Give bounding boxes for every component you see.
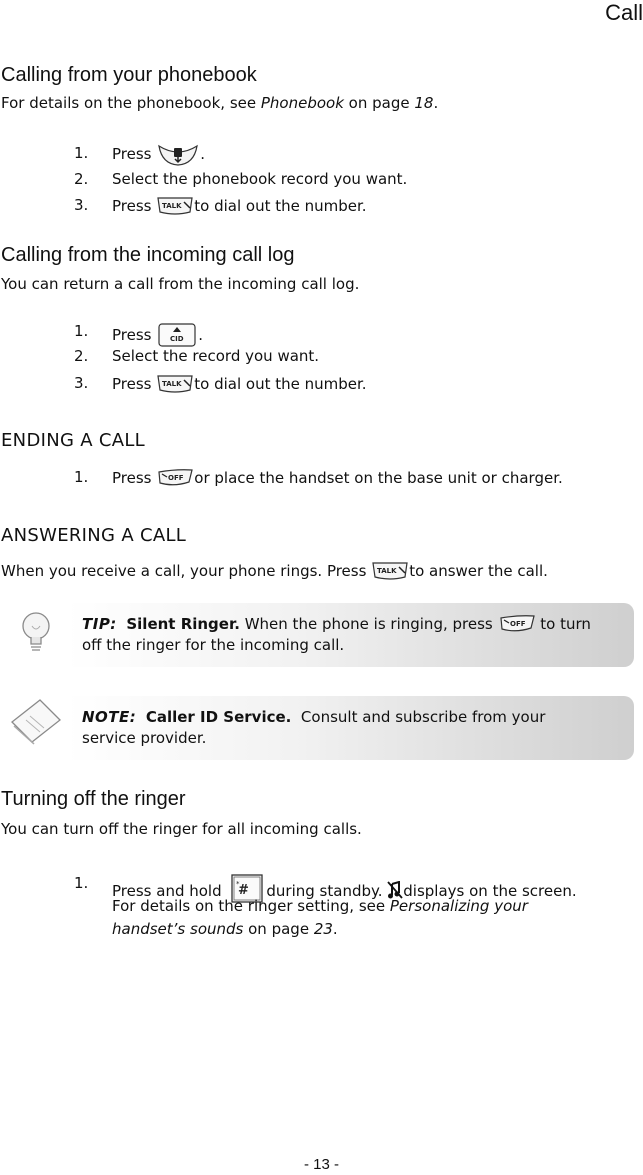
note-text: NOTE: Caller ID Service. Consult and subscribe from your service provider. xyxy=(82,708,546,747)
chapter-title: Call xyxy=(605,0,643,25)
personalizing-link[interactable]: Personalizing your xyxy=(389,897,528,915)
svg-text:CID: CID xyxy=(170,335,184,343)
talk-key-icon xyxy=(156,374,194,394)
section-title-ending: ENDING A CALL xyxy=(1,430,146,451)
cid-key-icon xyxy=(156,322,198,348)
svg-text:TALK: TALK xyxy=(377,567,397,575)
off-key-icon xyxy=(156,468,194,488)
talk-key-icon xyxy=(371,561,409,581)
phonebook-key-icon xyxy=(156,144,200,164)
section-title-answering: ANSWERING A CALL xyxy=(1,525,187,546)
off-key-icon xyxy=(498,614,536,634)
incoming-intro: You can return a call from the incoming call log. xyxy=(1,275,360,293)
note-tag: NOTE: xyxy=(82,708,137,726)
svg-text:TALK: TALK xyxy=(162,202,182,210)
section-title-phonebook: Calling from your phonebook xyxy=(1,64,257,86)
talk-key-icon xyxy=(156,196,194,216)
tip-text: TIP: Silent Ringer. When the phone is ringing, press OFF to turn off the ringer for the incoming call. xyxy=(82,615,591,654)
svg-text:*: * xyxy=(236,880,240,888)
page-number: - 13 - xyxy=(303,1156,339,1173)
section-title-incoming: Calling from the incoming call log xyxy=(1,244,295,266)
tip-label: Silent Ringer. xyxy=(126,615,240,633)
tip-tag: TIP: xyxy=(82,615,117,633)
lightbulb-icon xyxy=(14,608,58,660)
answering-intro: When you receive a call, your phone rings. Press TALK to answer the call. xyxy=(1,562,548,580)
svg-text:OFF: OFF xyxy=(509,620,526,628)
svg-text:OFF: OFF xyxy=(168,474,184,482)
note-label: Caller ID Service. xyxy=(145,708,292,726)
svg-text:#: # xyxy=(238,883,250,898)
section-title-ringer: Turning off the ringer xyxy=(1,788,186,810)
ringer-intro: You can turn off the ringer for all incoming calls. xyxy=(1,820,362,838)
phonebook-link[interactable]: Phonebook xyxy=(260,94,344,112)
svg-text:TALK: TALK xyxy=(162,380,182,388)
phonebook-intro: For details on the phonebook, see Phonebook on page 18. xyxy=(1,94,439,112)
note-paper-icon xyxy=(6,696,64,750)
